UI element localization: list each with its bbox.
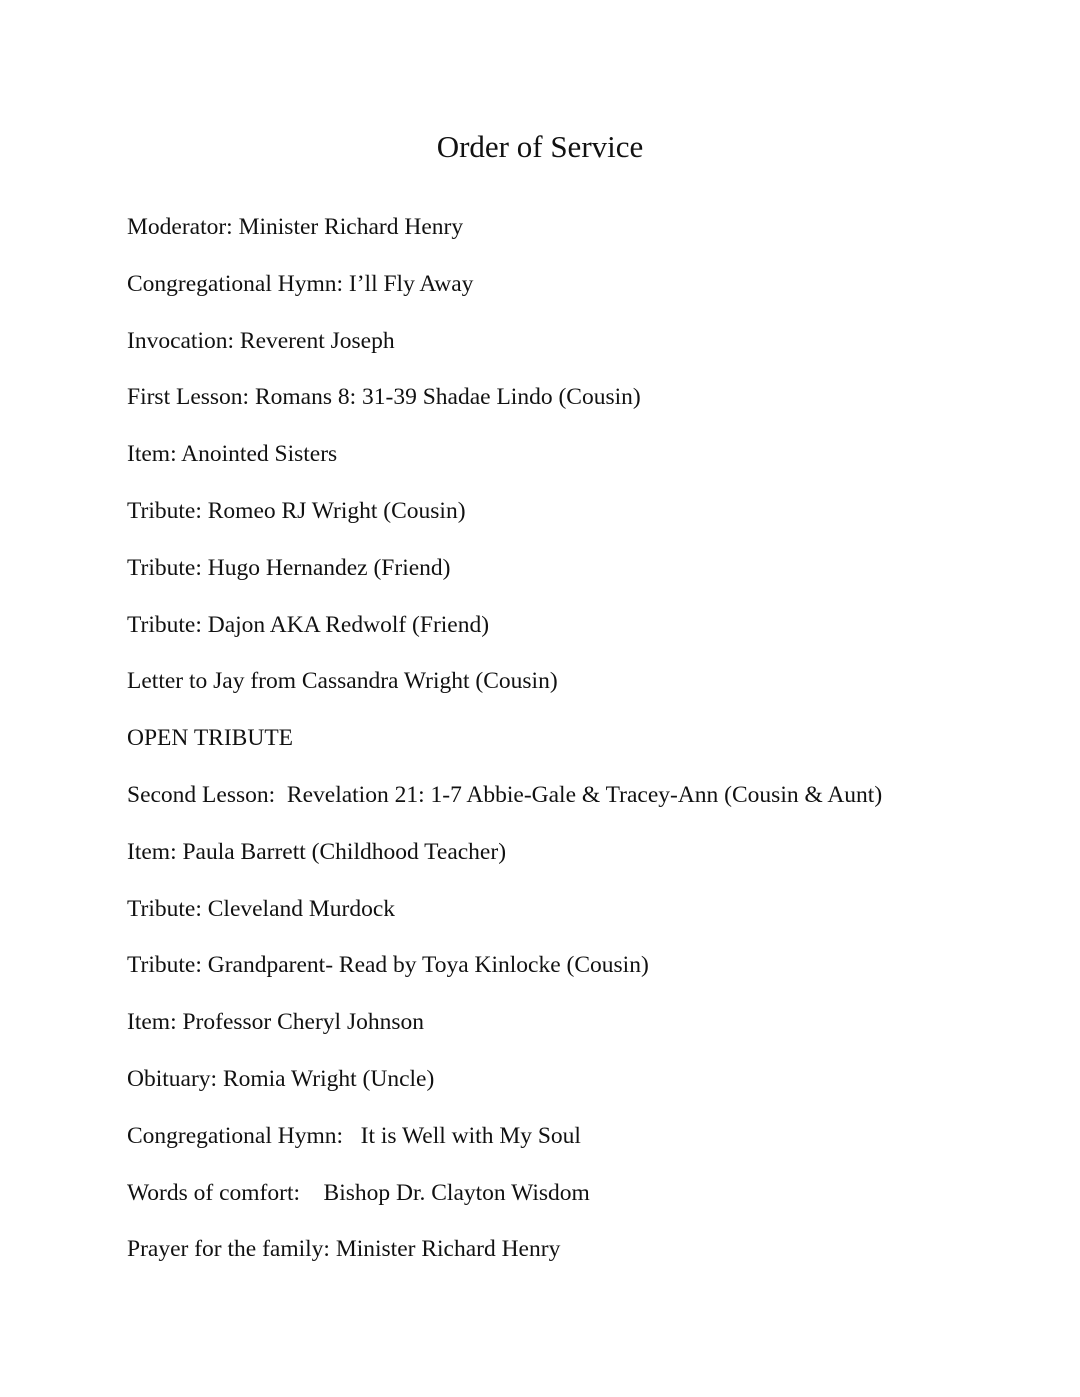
service-item-first-lesson: First Lesson: Romans 8: 31-39 Shadae Lindo (Cousin) — [127, 384, 641, 411]
service-item-letter: Letter to Jay from Cassandra Wright (Cousin) — [127, 668, 558, 695]
service-item-item-1: Item: Anointed Sisters — [127, 441, 338, 468]
service-item-open-tribute: OPEN TRIBUTE — [127, 725, 294, 752]
service-item-words-of-comfort: Words of comfort: Bishop Dr. Clayton Wisdom — [127, 1179, 590, 1206]
service-item-tribute-5: Tribute: Grandparent- Read by Toya Kinlocke (Cousin) — [127, 952, 649, 979]
service-item-invocation: Invocation: Reverent Joseph — [127, 327, 395, 354]
service-item-prayer-for-family: Prayer for the family: Minister Richard Henry — [127, 1236, 561, 1263]
service-item-item-3: Item: Professor Cheryl Johnson — [127, 1009, 424, 1036]
service-item-tribute-3: Tribute: Dajon AKA Redwolf (Friend) — [127, 611, 490, 638]
page-title: Order of Service — [436, 129, 644, 164]
order-of-service-list — [127, 210, 882, 1289]
service-item-item-2: Item: Paula Barrett (Childhood Teacher) — [127, 838, 507, 865]
service-item-congregational-hymn-1: Congregational Hymn: I’ll Fly Away — [127, 270, 474, 297]
service-item-tribute-2: Tribute: Hugo Hernandez (Friend) — [127, 554, 451, 581]
service-item-obituary: Obituary: Romia Wright (Uncle) — [127, 1065, 435, 1092]
service-item-second-lesson: Second Lesson: Revelation 21: 1-7 Abbie-Gale & Tracey-Ann (Cousin & Aunt) — [127, 781, 883, 808]
service-item-moderator: Moderator: Minister Richard Henry — [127, 214, 464, 240]
service-item-tribute-1: Tribute: Romeo RJ Wright (Cousin) — [127, 497, 466, 524]
service-item-tribute-4: Tribute: Cleveland Murdock — [127, 895, 396, 922]
service-item-congregational-hymn-2: Congregational Hymn: It is Well with My Soul — [127, 1122, 581, 1149]
